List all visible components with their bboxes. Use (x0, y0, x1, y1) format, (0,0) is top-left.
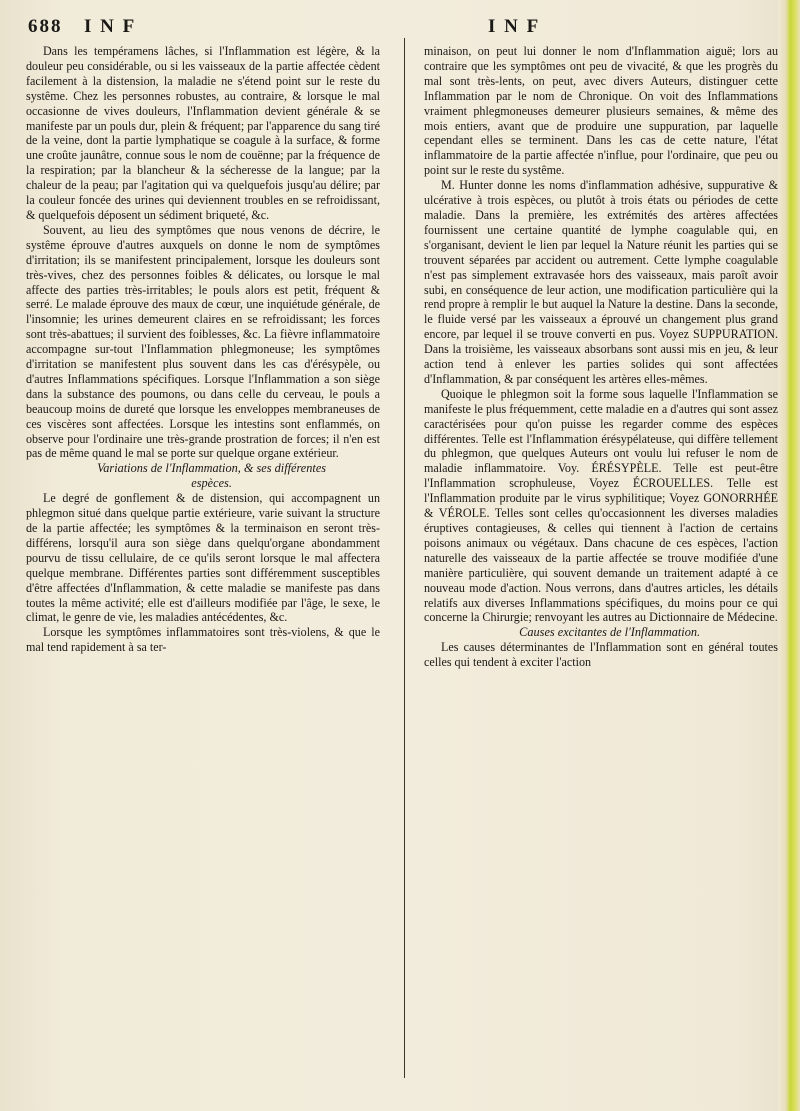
paragraph: Souvent, au lieu des symptômes que nous venons de décrire, le systême éprouve d'autres auxquels on donne le nom de symptômes d'irritation; ils se manifestent principalement, lorsque les douleurs sont très-vives, chez des personnes foibles & délicates, ou lorsque le mal affecte des parties très-irritables; le pouls alors est petit, fréquent & serré. Le malade éprouve des maux de cœur, une inquiétude générale, de l'insomnie; les urines demeurent claires en se refroidissant; les forces sont très-abattues; il survient des foiblesses, &c. La fièvre inflammatoire accompagne sur-tout l'Inflammation phlegmoneuse; les symptômes d'irritation se manifestent plus souvent dans les cas d'érésypèle, ou d'autres Inflammations spécifiques. Lorsque l'Inflammation a son siège dans la substance des poumons, ou dans celle du cerveau, le pouls a beaucoup moins de dureté que lorsque les enveloppes membraneuses de ces viscères sont affectées. Lorsque les intestins sont enflammés, on observe pour l'ordinaire une très-grande prostration de forces; il n'en est pas de même quand le mal se porte sur quelque organe extérieur. (26, 222, 380, 461)
running-head-right: I N F (488, 16, 541, 37)
section-heading: Variations de l'Inflammation, & ses différentes (97, 461, 327, 476)
page-edge (778, 0, 800, 1111)
running-head-left: I N F (84, 16, 137, 37)
running-header (28, 16, 766, 38)
column-rule (404, 38, 405, 1078)
paragraph: M. Hunter donne les noms d'inflammation adhésive, suppurative & ulcérative à trois espèces, ou plutôt à trois états ou périodes de cette maladie. Dans la première, les extrémités des artères affectées fournissent une certaine quantité de lymphe coagulable qui, en s'organisant, devient le lien par lequel la Nature réunit les parties qui se trouvent séparées par accident ou autrement. Cette lymphe coagulable n'est pas simplement extravasée hors des vaisseaux, mais paroît avoir subi, en conséquence de leur action, une modification particulière qui la rend propre à remplir le but auquel la Nature la destine. Dans la seconde, le fluide versé par les vaisseaux a éprouvé un changement plus grand encore, par lequel il se trouve converti en pus. Voyez SUPPURATION. Dans la troisième, les vaisseaux absorbans sont aussi mis en jeu, & leur action tend à enlever les parties solides qui sont affectées d'Inflammation, & par conséquent les artères elles-mêmes. (424, 178, 778, 386)
paragraph: Lorsque les symptômes inflammatoires sont très-violens, & que le mal tend rapidement à sa ter- (26, 625, 380, 655)
left-column (26, 44, 380, 655)
paragraph: Les causes déterminantes de l'Inflammation sont en général toutes celles qui tendent à exciter l'action (424, 640, 778, 670)
section-heading-continued: espèces. (191, 476, 232, 491)
section-heading: Causes excitantes de l'Inflammation. (519, 625, 701, 640)
paragraph: minaison, on peut lui donner le nom d'Inflammation aiguë; lors au contraire que les symptômes ont peu de vivacité, & que les progrès du mal sont très-lents, on peut, avec divers Auteurs, distinguer cette Inflammation par le nom de Chronique. On voit des Inflammations vraiment phlegmoneuses demeurer plusieurs semaines, & même des mois entiers, avant que de produire une suppuration, par laquelle cependant elles se terminent. Dans les cas de cette nature, l'état inflammatoire de la partie affectée n'influe, pour l'ordinaire, que peu ou point sur le reste du systême. (424, 44, 778, 178)
paragraph: Le degré de gonflement & de distension, qui accompagnent un phlegmon situé dans quelque partie extérieure, varie suivant la structure de la partie affectée; les symptômes & la terminaison en seront très-différens, lorsqu'il aura son siège dans quelqu'organe abondamment pourvu de tissu cellulaire, de ce qu'ils seront lorsque le mal affectera quelque membrane. Différentes parties sont différemment susceptibles d'être affectées d'Inflammation, & cette maladie se manifeste pas dans toutes la même activité; elle est d'ailleurs modifiée par l'âge, le sexe, le climat, le genre de vie, les maladies antécédentes, &c. (26, 491, 380, 625)
page-number: 688 (28, 16, 63, 37)
paragraph: Quoique le phlegmon soit la forme sous laquelle l'Inflammation se manifeste le plus fréquemment, cette maladie en a d'autres qui sont assez caractérisées pour qu'on puisse les regarder comme des espèces différentes. Telle est l'Inflammation érésypélateuse, qui diffère tellement du phlegmon, que quelques Auteurs ont voulu lui refuser le nom de maladie inflammatoire. Voy. ÉRÉSYPÈLE. Telle est peut-être l'Inflammation scrophuleuse, Voyez ÉCROUELLES. Telle est l'Inflammation produite par le virus syphilitique; Voyez GONORRHÉE & VÉROLE. Telles sont celles qu'occasionnent les diverses maladies éruptives contagieuses, & celles qui tiennent à l'action de certains poisons animaux ou végétaux. Dans chacune de ces espèces, l'action naturelle des vaisseaux de la partie affectée se trouve modifiée d'une manière particulière, qui souvent demande un traitement adapté à ce nouveau mode d'action. Nous verrons, dans d'autres articles, les détails relatifs aux diverses Inflammations spécifiques, du moins pour ce qui concerne la Chirurgie; renvoyant les autres au Dictionnaire de Médecine. (424, 386, 778, 625)
paragraph: Dans les tempéramens lâches, si l'Inflammation est légère, & la douleur peu considérable, ou si les vaisseaux de la partie affectée cèdent facilement à la distension, la maladie ne s'étend point sur le reste du systême. Chez les personnes robustes, au contraire, & lorsque le mal occasionne de vives douleurs, l'Inflammation devient générale & se manifeste par un pouls dur, plein & fréquent; par l'apparence du sang tiré de la veine, dont la partie lymphatique se coagule à la surface, & forme une croûte jaunâtre, connue sous le nom de couënne; par la fréquence de la respiration; par la blancheur & la sécheresse de la langue; par la chaleur de la peau; par l'agitation qui va quelquefois jusqu'au délire; par la couleur foncée des urines qui deviennent troubles en se refroidissant, & quelquefois déposent un sédiment briqueté, &c. (26, 44, 380, 222)
right-column (424, 44, 778, 670)
